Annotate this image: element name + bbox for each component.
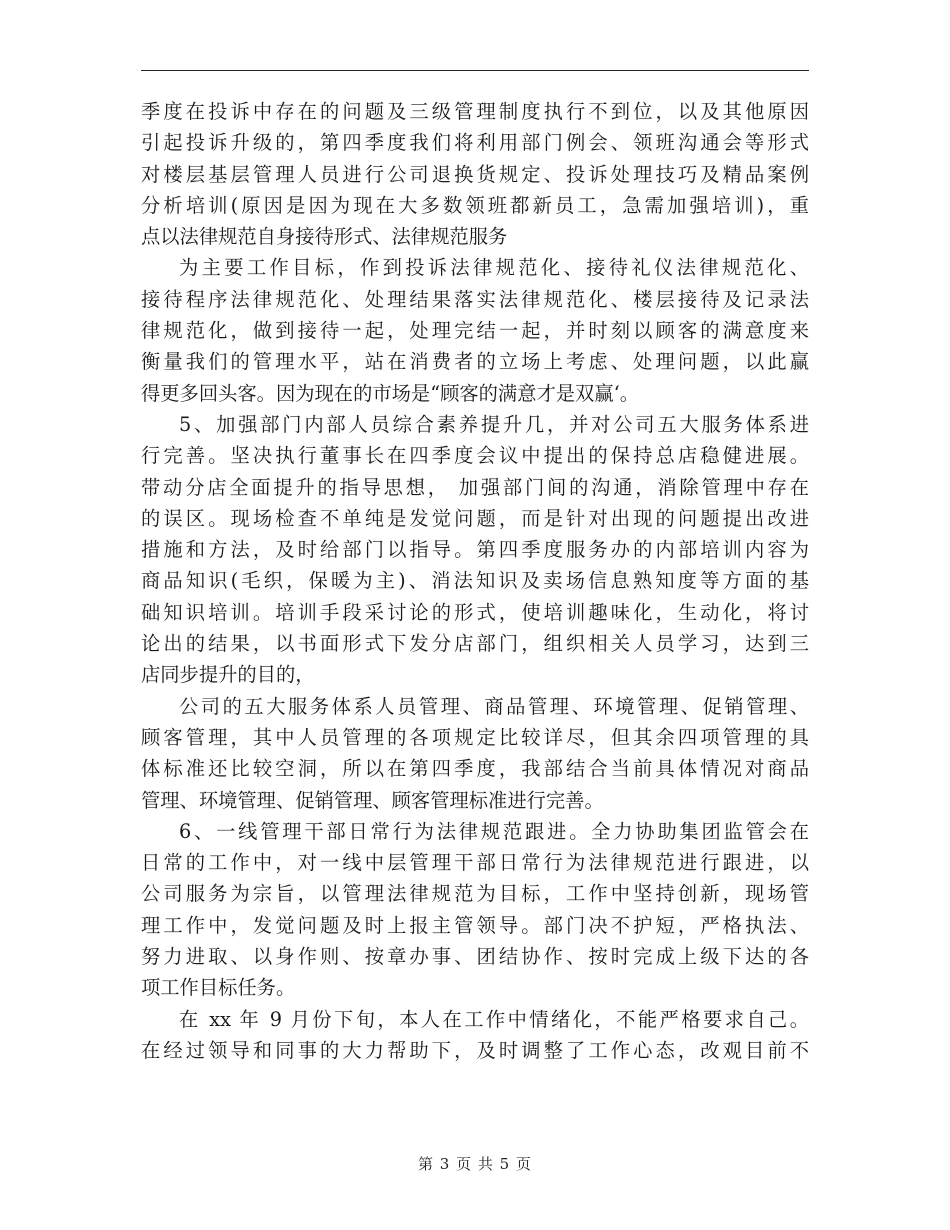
text-line: 接待程序法律规范化、处理结果落实法律规范化、楼层接待及记录法 xyxy=(141,287,809,311)
text-line: 理工作中，发觉问题及时上报主管领导。部门决不护短，严格执法、 xyxy=(141,913,809,937)
text-line: 行完善。坚决执行董事长在四季度会议中提出的保持总店稳健进展。 xyxy=(141,444,809,468)
text-line: 季度在投诉中存在的问题及三级管理制度执行不到位，以及其他原因 xyxy=(141,100,809,123)
text-line: 引起投诉升级的，第四季度我们将利用部门例会、领班沟通会等形式 xyxy=(141,131,809,155)
text-line: 得更多回头客。因为现在的市场是“顾客的满意才是双赢‘。 xyxy=(141,381,640,405)
header-rule xyxy=(141,70,809,71)
text-line: 带动分店全面提升的指导思想， 加强部门间的沟通，消除管理中存在 xyxy=(141,475,809,499)
text-line: 的误区。现场检查不单纯是发觉问题，而是针对出现的问题提出改进 xyxy=(141,506,809,530)
text-line: 公司服务为宗旨，以管理法律规范为目标，工作中坚持创新，现场管 xyxy=(141,882,809,906)
text-line: 在 xx 年 9 月份下旬，本人在工作中情绪化，不能严格要求自己。 xyxy=(179,1007,809,1031)
text-line: 措施和方法，及时给部门以指导。第四季度服务办的内部培训内容为 xyxy=(141,538,809,562)
text-line: 日常的工作中，对一线中层管理干部日常行为法律规范进行跟进，以 xyxy=(141,851,809,875)
text-line: 论出的结果，以书面形式下发分店部门，组织相关人员学习，达到三 xyxy=(141,632,809,656)
text-line: 项工作目标任务。 xyxy=(141,976,296,1000)
text-line: 努力进取、以身作则、按章办事、团结协作、按时完成上级下达的各 xyxy=(141,945,809,969)
document-body xyxy=(141,96,809,1066)
text-line: 律规范化，做到接待一起，处理完结一起，并时刻以顾客的满意度来 xyxy=(141,319,809,343)
text-line: 公司的五大服务体系人员管理、商品管理、环境管理、促销管理、 xyxy=(179,694,809,718)
text-line: 在经过领导和同事的大力帮助下，及时调整了工作心态，改观目前不 xyxy=(141,1038,809,1062)
text-line: 5、加强部门内部人员综合素养提升几，并对公司五大服务体系进 xyxy=(179,412,809,436)
text-line: 6、一线管理干部日常行为法律规范跟进。全力协助集团监管会在 xyxy=(179,819,809,843)
text-line: 衡量我们的管理水平，站在消费者的立场上考虑、处理问题，以此赢 xyxy=(141,350,809,374)
text-line: 对楼层基层管理人员进行公司退换货规定、投诉处理技巧及精品案例 xyxy=(141,162,809,186)
text-line: 础知识培训。培训手段采讨论的形式，使培训趣味化，生动化，将讨 xyxy=(141,600,809,624)
text-line: 顾客管理，其中人员管理的各项规定比较详尽，但其余四项管理的具 xyxy=(141,725,809,749)
text-line: 商品知识(毛织，保暖为主)、消法知识及卖场信息熟知度等方面的基 xyxy=(141,569,809,593)
text-line: 点以法律规范自身接待形式、法律规范服务 xyxy=(141,225,508,249)
text-line: 分析培训(原因是因为现在大多数领班都新员工，急需加强培训)，重 xyxy=(141,193,809,217)
page-footer: 第 3 页 共 5 页 xyxy=(418,1155,532,1173)
text-line: 店同步提升的目的， xyxy=(141,663,315,687)
text-line: 体标准还比较空洞，所以在第四季度，我部结合当前具体情况对商品 xyxy=(141,757,809,781)
text-line: 为主要工作目标，作到投诉法律规范化、接待礼仪法律规范化、 xyxy=(179,256,809,280)
text-line: 管理、环境管理、促销管理、顾客管理标准进行完善。 xyxy=(141,788,604,812)
